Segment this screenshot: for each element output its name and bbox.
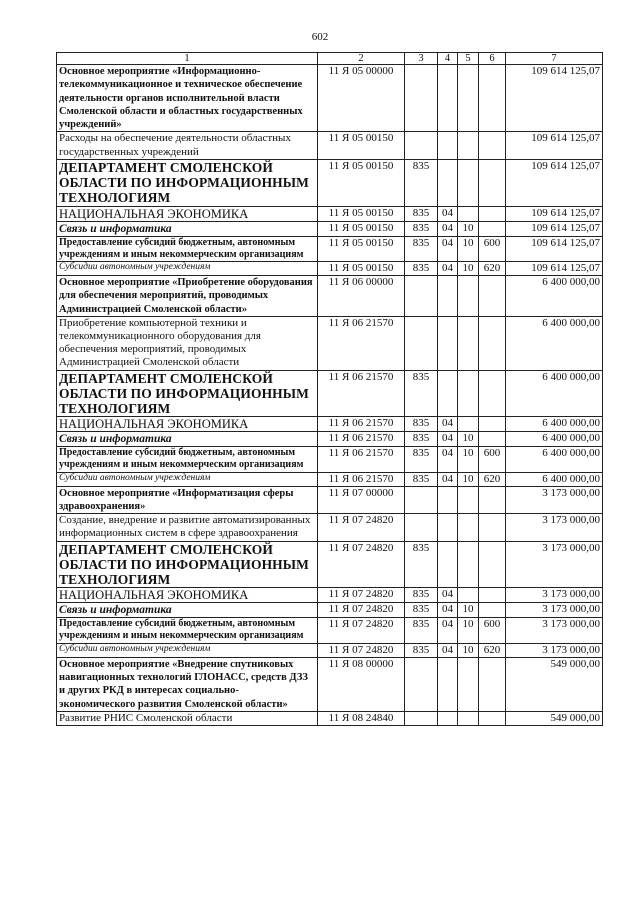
subsection-code bbox=[458, 514, 479, 541]
table-row bbox=[57, 261, 603, 275]
table-row bbox=[57, 159, 603, 206]
table-row bbox=[57, 472, 603, 486]
expense-type-code bbox=[479, 657, 506, 711]
table-row bbox=[57, 221, 603, 236]
amount: 6 400 000,00 bbox=[506, 432, 603, 447]
ministry-code: 835 bbox=[405, 447, 438, 472]
expense-type-code: 600 bbox=[479, 618, 506, 643]
subsection-code bbox=[458, 275, 479, 316]
section-code: 04 bbox=[438, 472, 458, 486]
expense-type-code bbox=[479, 316, 506, 370]
expense-type-code: 600 bbox=[479, 447, 506, 472]
row-name: Связь и информатика bbox=[57, 432, 318, 447]
expense-type-code bbox=[479, 514, 506, 541]
subsection-code: 10 bbox=[458, 221, 479, 236]
subsection-code bbox=[458, 657, 479, 711]
column-header: 5 bbox=[458, 53, 479, 65]
table-row bbox=[57, 514, 603, 541]
ministry-code: 835 bbox=[405, 643, 438, 657]
target-code: 11 Я 06 21570 bbox=[318, 316, 405, 370]
ministry-code bbox=[405, 316, 438, 370]
column-header: 4 bbox=[438, 53, 458, 65]
expense-type-code bbox=[479, 541, 506, 588]
target-code: 11 Я 05 00150 bbox=[318, 236, 405, 261]
amount: 6 400 000,00 bbox=[506, 472, 603, 486]
ministry-code: 835 bbox=[405, 206, 438, 221]
amount: 3 173 000,00 bbox=[506, 514, 603, 541]
row-name: Субсидии автономным учреждениям bbox=[57, 643, 318, 657]
expense-type-code: 600 bbox=[479, 236, 506, 261]
section-code bbox=[438, 657, 458, 711]
row-name: Основное мероприятие «Информатизация сферы здравоохранения» bbox=[57, 486, 318, 514]
ministry-code bbox=[405, 132, 438, 159]
ministry-code: 835 bbox=[405, 603, 438, 618]
subsection-code: 10 bbox=[458, 236, 479, 261]
target-code: 11 Я 05 00150 bbox=[318, 221, 405, 236]
amount: 109 614 125,07 bbox=[506, 159, 603, 206]
target-code: 11 Я 05 00150 bbox=[318, 206, 405, 221]
table-row bbox=[57, 486, 603, 514]
table-row bbox=[57, 370, 603, 417]
section-code bbox=[438, 486, 458, 514]
amount: 3 173 000,00 bbox=[506, 603, 603, 618]
table-row bbox=[57, 711, 603, 725]
amount: 6 400 000,00 bbox=[506, 316, 603, 370]
section-code bbox=[438, 132, 458, 159]
amount: 3 173 000,00 bbox=[506, 486, 603, 514]
subsection-code bbox=[458, 65, 479, 132]
subsection-code bbox=[458, 711, 479, 725]
expense-type-code bbox=[479, 417, 506, 432]
amount: 549 000,00 bbox=[506, 711, 603, 725]
expense-type-code: 620 bbox=[479, 472, 506, 486]
amount: 109 614 125,07 bbox=[506, 132, 603, 159]
ministry-code bbox=[405, 711, 438, 725]
section-code bbox=[438, 65, 458, 132]
target-code: 11 Я 08 24840 bbox=[318, 711, 405, 725]
subsection-code bbox=[458, 588, 479, 603]
row-name: Развитие РНИС Смоленской области bbox=[57, 711, 318, 725]
section-code: 04 bbox=[438, 206, 458, 221]
subsection-code: 10 bbox=[458, 603, 479, 618]
column-header: 1 bbox=[57, 53, 318, 65]
section-code bbox=[438, 370, 458, 417]
amount: 109 614 125,07 bbox=[506, 236, 603, 261]
section-code: 04 bbox=[438, 603, 458, 618]
section-code bbox=[438, 711, 458, 725]
section-code bbox=[438, 541, 458, 588]
target-code: 11 Я 07 24820 bbox=[318, 618, 405, 643]
row-name: Расходы на обеспечение деятельности областных государственных учреждений bbox=[57, 132, 318, 159]
target-code: 11 Я 07 24820 bbox=[318, 603, 405, 618]
subsection-code: 10 bbox=[458, 643, 479, 657]
row-name: Субсидии автономным учреждениям bbox=[57, 261, 318, 275]
target-code: 11 Я 06 21570 bbox=[318, 472, 405, 486]
row-name: Связь и информатика bbox=[57, 603, 318, 618]
target-code: 11 Я 07 24820 bbox=[318, 514, 405, 541]
section-code bbox=[438, 275, 458, 316]
target-code: 11 Я 06 21570 bbox=[318, 417, 405, 432]
ministry-code: 835 bbox=[405, 236, 438, 261]
subsection-code bbox=[458, 486, 479, 514]
row-name: Основное мероприятие «Информационно-телекоммуникационное и техническое обеспечение деятельности органов исполнительной власти Смоленской области и областных государственных учреждений» bbox=[57, 65, 318, 132]
row-name: НАЦИОНАЛЬНАЯ ЭКОНОМИКА bbox=[57, 417, 318, 432]
amount: 6 400 000,00 bbox=[506, 370, 603, 417]
expense-type-code bbox=[479, 132, 506, 159]
row-name: ДЕПАРТАМЕНТ СМОЛЕНСКОЙ ОБЛАСТИ ПО ИНФОРМАЦИОННЫМ ТЕХНОЛОГИЯМ bbox=[57, 159, 318, 206]
subsection-code bbox=[458, 316, 479, 370]
target-code: 11 Я 05 00000 bbox=[318, 65, 405, 132]
expense-type-code bbox=[479, 221, 506, 236]
table-row bbox=[57, 236, 603, 261]
subsection-code: 10 bbox=[458, 618, 479, 643]
expense-type-code: 620 bbox=[479, 261, 506, 275]
row-name: Основное мероприятие «Внедрение спутниковых навигационных технологий ГЛОНАСС, средств ДЗЗ и других РКД в интересах социально-экономического развития Смоленской области» bbox=[57, 657, 318, 711]
expense-type-code bbox=[479, 275, 506, 316]
section-code bbox=[438, 514, 458, 541]
table-row bbox=[57, 643, 603, 657]
expense-type-code bbox=[479, 711, 506, 725]
target-code: 11 Я 07 24820 bbox=[318, 588, 405, 603]
ministry-code: 835 bbox=[405, 159, 438, 206]
ministry-code: 835 bbox=[405, 588, 438, 603]
section-code: 04 bbox=[438, 221, 458, 236]
section-code: 04 bbox=[438, 643, 458, 657]
row-name: Субсидии автономным учреждениям bbox=[57, 472, 318, 486]
row-name: ДЕПАРТАМЕНТ СМОЛЕНСКОЙ ОБЛАСТИ ПО ИНФОРМАЦИОННЫМ ТЕХНОЛОГИЯМ bbox=[57, 370, 318, 417]
ministry-code bbox=[405, 657, 438, 711]
target-code: 11 Я 07 00000 bbox=[318, 486, 405, 514]
expense-type-code bbox=[479, 603, 506, 618]
amount: 3 173 000,00 bbox=[506, 588, 603, 603]
expense-type-code bbox=[479, 159, 506, 206]
section-code: 04 bbox=[438, 588, 458, 603]
row-name: Предоставление субсидий бюджетным, автономным учреждениям и иным некоммерческим организациям bbox=[57, 618, 318, 643]
expense-type-code bbox=[479, 206, 506, 221]
subsection-code: 10 bbox=[458, 447, 479, 472]
expense-type-code bbox=[479, 65, 506, 132]
amount: 3 173 000,00 bbox=[506, 541, 603, 588]
subsection-code bbox=[458, 417, 479, 432]
subsection-code bbox=[458, 206, 479, 221]
ministry-code bbox=[405, 514, 438, 541]
ministry-code: 835 bbox=[405, 618, 438, 643]
subsection-code bbox=[458, 159, 479, 206]
table-row bbox=[57, 417, 603, 432]
table-row bbox=[57, 316, 603, 370]
amount: 109 614 125,07 bbox=[506, 261, 603, 275]
target-code: 11 Я 05 00150 bbox=[318, 159, 405, 206]
amount: 6 400 000,00 bbox=[506, 417, 603, 432]
section-code: 04 bbox=[438, 618, 458, 643]
table-row bbox=[57, 65, 603, 132]
table-row bbox=[57, 206, 603, 221]
section-code: 04 bbox=[438, 236, 458, 261]
amount: 109 614 125,07 bbox=[506, 65, 603, 132]
section-code: 04 bbox=[438, 417, 458, 432]
ministry-code: 835 bbox=[405, 432, 438, 447]
section-code: 04 bbox=[438, 432, 458, 447]
section-code: 04 bbox=[438, 261, 458, 275]
table-row bbox=[57, 541, 603, 588]
table-row bbox=[57, 432, 603, 447]
expense-type-code: 620 bbox=[479, 643, 506, 657]
target-code: 11 Я 05 00150 bbox=[318, 132, 405, 159]
ministry-code bbox=[405, 486, 438, 514]
row-name: НАЦИОНАЛЬНАЯ ЭКОНОМИКА bbox=[57, 206, 318, 221]
table-header-row bbox=[57, 53, 603, 65]
row-name: Предоставление субсидий бюджетным, автономным учреждениям и иным некоммерческим организациям bbox=[57, 236, 318, 261]
column-header: 3 bbox=[405, 53, 438, 65]
expense-type-code bbox=[479, 432, 506, 447]
budget-table bbox=[56, 52, 603, 726]
subsection-code bbox=[458, 541, 479, 588]
row-name: НАЦИОНАЛЬНАЯ ЭКОНОМИКА bbox=[57, 588, 318, 603]
amount: 6 400 000,00 bbox=[506, 275, 603, 316]
ministry-code: 835 bbox=[405, 472, 438, 486]
section-code bbox=[438, 159, 458, 206]
table-row bbox=[57, 275, 603, 316]
ministry-code: 835 bbox=[405, 541, 438, 588]
amount: 3 173 000,00 bbox=[506, 618, 603, 643]
subsection-code: 10 bbox=[458, 261, 479, 275]
target-code: 11 Я 06 00000 bbox=[318, 275, 405, 316]
column-header: 7 bbox=[506, 53, 603, 65]
target-code: 11 Я 06 21570 bbox=[318, 370, 405, 417]
table-row bbox=[57, 447, 603, 472]
row-name: Приобретение компьютерной техники и телекоммуникационного оборудования для обеспечения мероприятий, проводимых Администрацией Смоленской области bbox=[57, 316, 318, 370]
amount: 549 000,00 bbox=[506, 657, 603, 711]
page-number: 602 bbox=[311, 31, 329, 43]
ministry-code bbox=[405, 275, 438, 316]
expense-type-code bbox=[479, 370, 506, 417]
row-name: Предоставление субсидий бюджетным, автономным учреждениям и иным некоммерческим организациям bbox=[57, 447, 318, 472]
table-row bbox=[57, 603, 603, 618]
amount: 6 400 000,00 bbox=[506, 447, 603, 472]
row-name: Создание, внедрение и развитие автоматизированных информационных систем в сфере здравоохранения bbox=[57, 514, 318, 541]
column-header: 2 bbox=[318, 53, 405, 65]
ministry-code: 835 bbox=[405, 261, 438, 275]
target-code: 11 Я 07 24820 bbox=[318, 643, 405, 657]
table-row bbox=[57, 657, 603, 711]
amount: 109 614 125,07 bbox=[506, 206, 603, 221]
target-code: 11 Я 05 00150 bbox=[318, 261, 405, 275]
subsection-code: 10 bbox=[458, 472, 479, 486]
table-row bbox=[57, 132, 603, 159]
table-row bbox=[57, 588, 603, 603]
target-code: 11 Я 06 21570 bbox=[318, 432, 405, 447]
subsection-code bbox=[458, 132, 479, 159]
amount: 109 614 125,07 bbox=[506, 221, 603, 236]
section-code bbox=[438, 316, 458, 370]
target-code: 11 Я 06 21570 bbox=[318, 447, 405, 472]
table-body bbox=[57, 65, 603, 726]
row-name: ДЕПАРТАМЕНТ СМОЛЕНСКОЙ ОБЛАСТИ ПО ИНФОРМАЦИОННЫМ ТЕХНОЛОГИЯМ bbox=[57, 541, 318, 588]
ministry-code: 835 bbox=[405, 221, 438, 236]
target-code: 11 Я 08 00000 bbox=[318, 657, 405, 711]
amount: 3 173 000,00 bbox=[506, 643, 603, 657]
row-name: Основное мероприятие «Приобретение оборудования для обеспечения мероприятий, проводимых Администрацией Смоленской области» bbox=[57, 275, 318, 316]
table-row bbox=[57, 618, 603, 643]
subsection-code bbox=[458, 370, 479, 417]
subsection-code: 10 bbox=[458, 432, 479, 447]
section-code: 04 bbox=[438, 447, 458, 472]
column-header: 6 bbox=[479, 53, 506, 65]
expense-type-code bbox=[479, 486, 506, 514]
ministry-code: 835 bbox=[405, 370, 438, 417]
ministry-code bbox=[405, 65, 438, 132]
row-name: Связь и информатика bbox=[57, 221, 318, 236]
target-code: 11 Я 07 24820 bbox=[318, 541, 405, 588]
ministry-code: 835 bbox=[405, 417, 438, 432]
expense-type-code bbox=[479, 588, 506, 603]
